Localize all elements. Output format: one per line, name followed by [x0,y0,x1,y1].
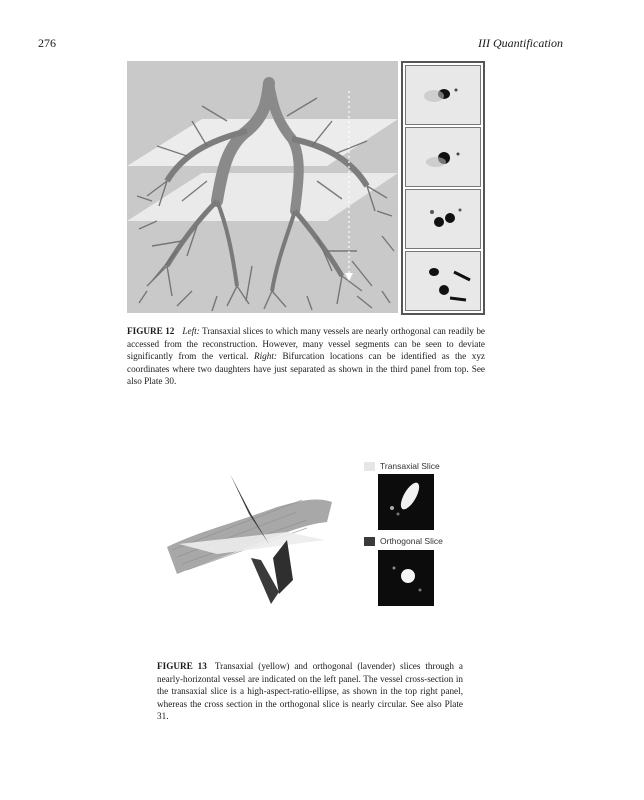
legend-transaxial [364,461,440,471]
figure13-label: FIGURE 13 [157,661,207,671]
slice-panel-2-svg [406,128,480,186]
caption-right-label: Right: [253,351,277,362]
slice-panel-2 [405,127,481,187]
figure13-vessel-image [167,462,343,612]
running-head: III Quantification [478,36,563,50]
caption-left-text: Transaxial slices to which many vessels are nearly orthogonal can readily be accessed from the reconstruction. However, many vessel segments can be seen to deviate significantly from the vertical. [127,326,485,362]
orthogonal-swatch [364,537,375,546]
ct-panel-orthogonal [378,550,434,606]
figure12-vascular-tree-image [127,61,398,313]
figure13-caption [157,660,463,723]
legend-orthogonal [364,536,443,546]
page-number: 276 [38,36,56,50]
caption-right-text: Bifurcation locations can be identified as the xyz coordinates where two daughters have just separated as shown in the third panel from top. See also Plate 30. [127,351,485,387]
legend-transaxial-label: Transaxial Slice [380,461,440,471]
caption-left-label: Left: [182,326,200,336]
vessel-planes-svg [167,462,343,612]
figure12-label: FIGURE 12 [127,326,175,336]
slice-plane-upper [127,119,398,166]
ct-transaxial-svg [378,474,434,530]
vascular-tree-svg [127,61,398,313]
figure12-slice-panels [401,61,485,315]
slice-panel-3 [405,189,481,249]
figure12-caption [127,325,485,388]
slice-panel-4-svg [406,252,480,312]
slice-panel-3-svg [406,190,480,248]
ct-orthogonal-svg [378,550,434,606]
legend-orthogonal-label: Orthogonal Slice [380,536,443,546]
slice-panel-4 [405,251,481,311]
slice-panel-1-svg [406,66,480,124]
orthogonal-plane-right [273,540,293,594]
ct-panel-transaxial [378,474,434,530]
transaxial-swatch [364,462,375,471]
slice-panel-1 [405,65,481,125]
figure13-caption-text: Transaxial (yellow) and orthogonal (lavender) slices through a nearly-horizontal vessel are indicated on the left panel. The vessel cross-section in the transaxial slice is a high-aspect-ratio-ellipse, as shown in the top right panel, whereas the cross section in the orthogonal slice is nearly circular. See also Plate 31. [157,661,463,722]
